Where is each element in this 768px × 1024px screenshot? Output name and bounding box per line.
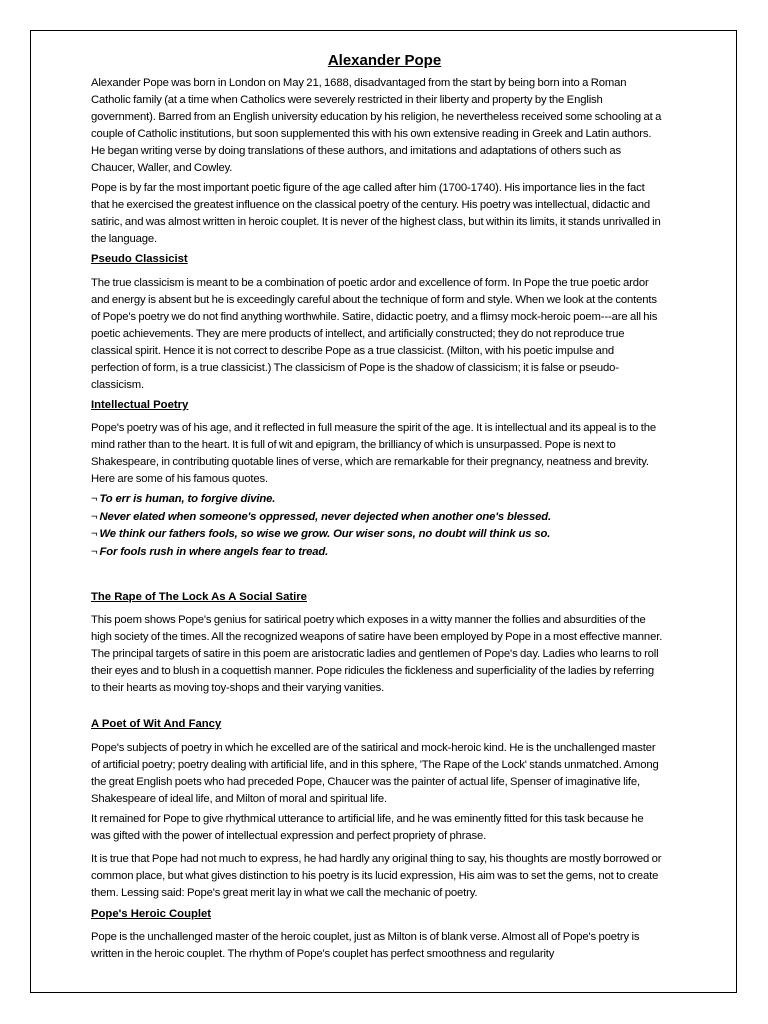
heading-pseudo-classicist: Pseudo Classicist <box>91 253 188 265</box>
quote-text: We think our fathers fools, so wise we grow. Our wiser sons, no doubt will think us so. <box>99 528 551 540</box>
heading-wit-and-fancy: A Poet of Wit And Fancy <box>91 718 222 730</box>
intro-paragraph-1: Alexander Pope was born in London on May 21, 1688, disadvantaged from the start by being born into a Roman Catholic family (at a time when Catholics were severely restricted in their liberty and property by the English government). Barred from an English university education by his religion, he nevertheless received some schooling at a couple of Catholic institutions, but soon supplemented this with his own extensive reading in Greek and Latin authors. He began writing verse by doing translations of these authors, and imitations and adaptations of others such as Chaucer, Waller, and Cowley. <box>91 77 662 174</box>
wit-paragraph-1: Pope's subjects of poetry in which he excelled are of the satirical and mock-heroic kind. He is the unchallenged master of artificial poetry; poetry dealing with artificial life, and in this sphere, 'The Rape of the Lock' stands unmatched. Among the great English poets who had preceded Pope, Chaucer was the painter of actual life, Spenser of imaginative life, Shakespeare of ideal life, and Milton of moral and spiritual life. <box>91 742 659 805</box>
document-title: Alexander Pope <box>327 52 442 69</box>
quote-marker: ¬ <box>91 528 98 540</box>
quote-item <box>91 491 663 509</box>
quote-item <box>91 509 663 527</box>
pseudo-classicist-paragraph: The true classicism is meant to be a combination of poetic ardor and excellence of form. In Pope the true poetic ardor and energy is absent but he is exceedingly careful about the technique of form and style. When we look at the contents of Pope's poetry we do not find anything worthwhile. Satire, didactic poetry, and a flimsy mock-heroic poem---are all his poetic achievements. They are mere products of intellect, and artificially constructed; they do not reproduce true classical spirit. Hence it is not correct to describe Pope as a true classicist. (Milton, with his poetic impulse and perfection of form, is a true classicist.) The classicism of Pope is the shadow of classicism; it is false or pseudo-classicism. <box>91 277 658 391</box>
quote-text: Never elated when someone's oppressed, never dejected when another one's blessed. <box>99 510 551 523</box>
intro-paragraph-2: Pope is by far the most important poetic figure of the age called after him (1700-1740). His importance lies in the fact that he exercised the greatest influence on the classical poetry of the century. His poetry was intellectual, didactic and satiric, and was almost written in heroic couplet. It is never of the highest class, but within its limits, it stands unrivalled in the language. <box>91 182 661 245</box>
quote-marker: ¬ <box>91 510 98 523</box>
wit-paragraph-3: It is true that Pope had not much to express, he had hardly any original thing to say, his thoughts are mostly borrowed or common place, but what gives distinction to his poetry is its lucid expression, His aim was to set the gems, not to create them. Lessing said: Pope's great merit lay in what we call the mechanic of poetry. <box>91 853 662 899</box>
quote-marker: ¬ <box>91 545 98 558</box>
heading-rape-of-the-lock: The Rape of The Lock As A Social Satire <box>91 591 307 603</box>
quote-item <box>91 544 663 562</box>
quote-marker: ¬ <box>91 493 98 505</box>
wit-paragraph-2: It remained for Pope to give rhythmical utterance to artificial life, and he was eminently fitted for this task because he was gifted with the power of intellectual expression and perfect propriety of phrase. <box>91 813 644 842</box>
page-border <box>30 30 737 993</box>
intellectual-poetry-paragraph: Pope's poetry was of his age, and it reflected in full measure the spirit of the age. It is intellectual and its appeal is to the mind rather than to the heart. It is full of wit and epigram, the brilliancy of which is unsurpassed. Pope is next to Shakespeare, in contributing quotable lines of verse, which are remarkable for their pregnancy, neatness and brevity. Here are some of his famous quotes. <box>91 422 656 485</box>
quote-text: For fools rush in where angels fear to tread. <box>99 545 329 558</box>
rape-of-the-lock-paragraph: This poem shows Pope's genius for satirical poetry which exposes in a witty manner the follies and absurdities of the high society of the times. All the recognized weapons of satire have been employed by Pope in a most effective manner. The principal targets of satire in this poem are aristocratic ladies and gentlemen of Pope's day. Ladies who learns to roll their eyes and to blush in a coquettish manner. Pope ridicules the fickleness and superficiality of the ladies by referring to their hearts as moving toy-shops and their varying vanities. <box>91 614 663 694</box>
quote-text: To err is human, to forgive divine. <box>99 493 276 505</box>
heading-heroic-couplet: Pope's Heroic Couplet <box>91 908 212 920</box>
quote-item <box>91 526 663 544</box>
quotes-list <box>91 491 663 561</box>
heroic-couplet-paragraph: Pope is the unchallenged master of the heroic couplet, just as Milton is of blank verse. Almost all of Pope's poetry is written in the heroic couplet. The rhythm of Pope's couplet has perfect smoothness and regularity <box>91 931 640 960</box>
heading-intellectual-poetry: Intellectual Poetry <box>91 399 189 411</box>
